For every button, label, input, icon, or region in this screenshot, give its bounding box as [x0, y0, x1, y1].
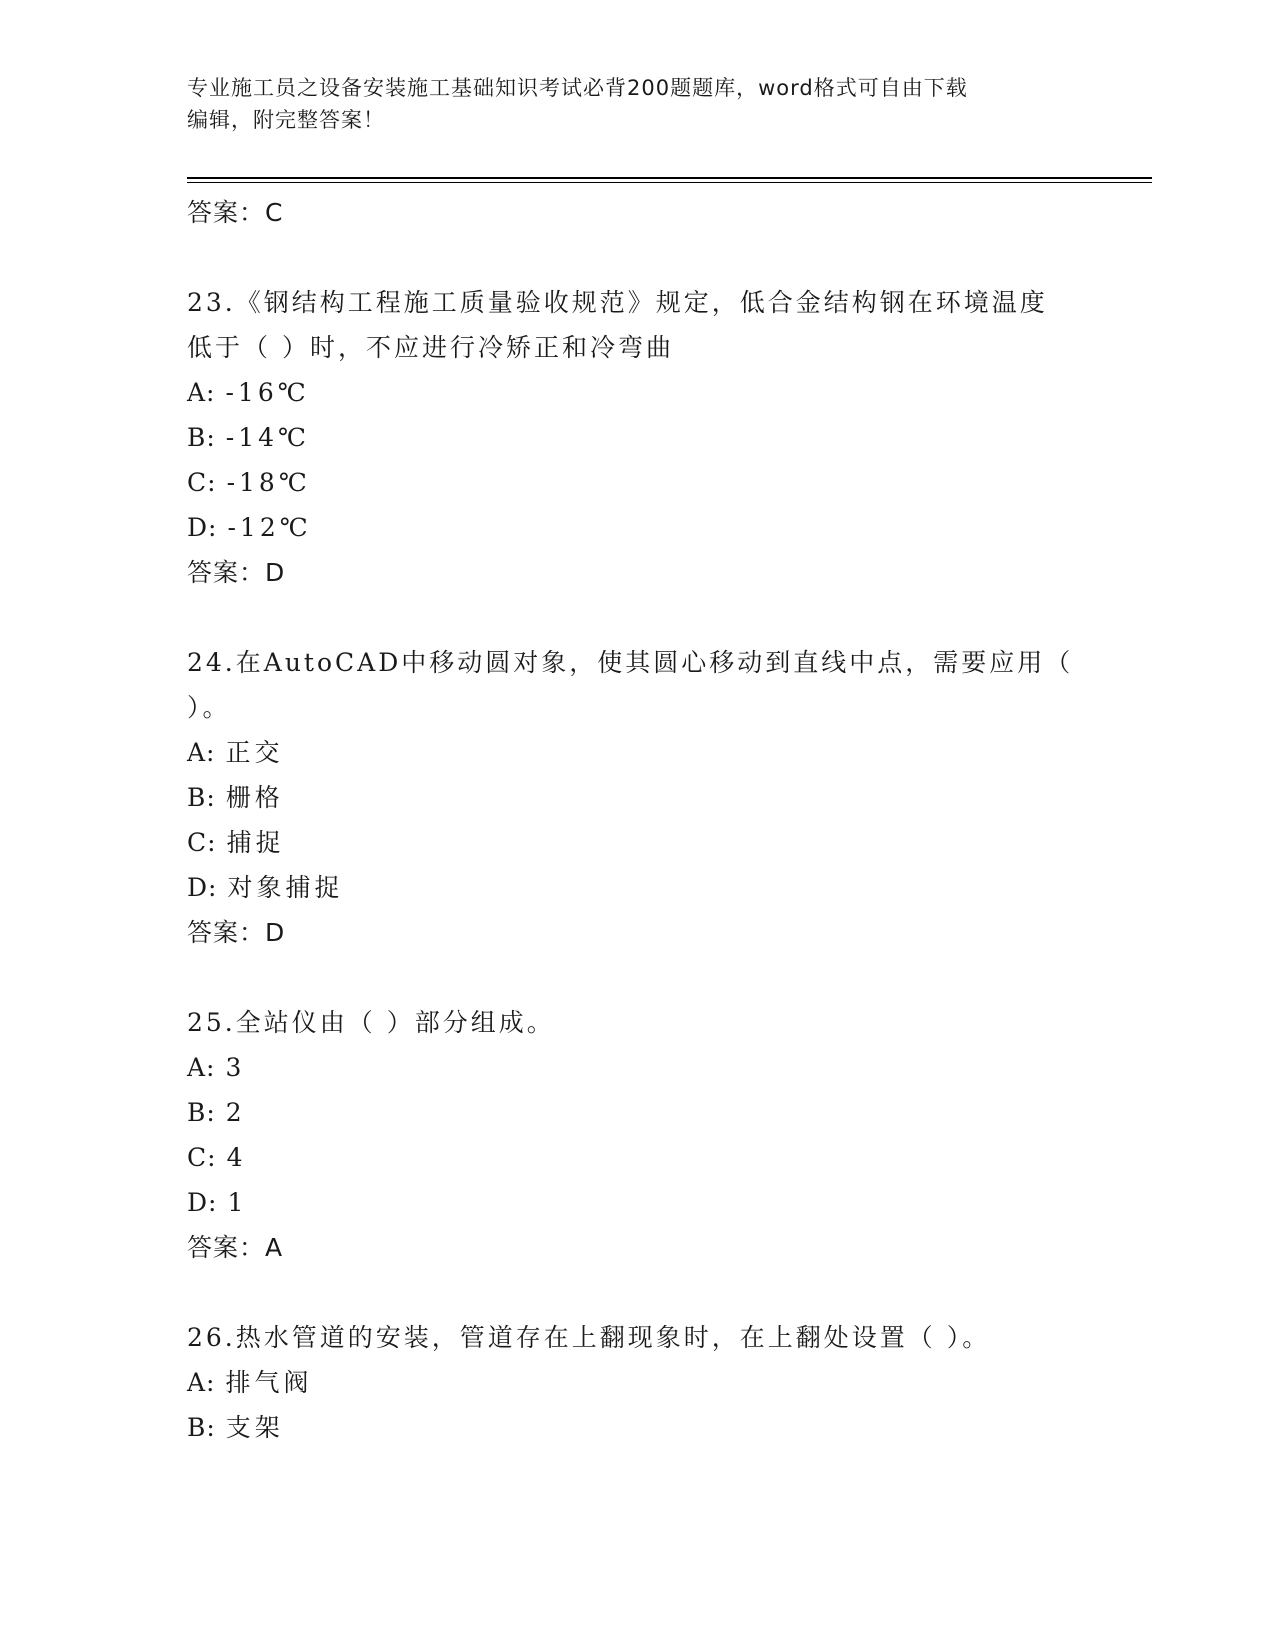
option-b: [187, 1090, 1087, 1135]
question-stem: [187, 1315, 1087, 1360]
question-stem-line: 低于（ ）时，不应进行冷矫正和冷弯曲: [187, 333, 674, 362]
option-a: [187, 1045, 1087, 1090]
option-b: [187, 415, 1087, 460]
option-key: D:: [187, 513, 218, 542]
option-key: C:: [187, 468, 217, 497]
question-item: [187, 1000, 1087, 1271]
option-text: -12℃: [227, 513, 312, 542]
question-stem: [187, 1000, 1087, 1045]
option-text: 正交: [225, 738, 284, 767]
option-key: A:: [187, 378, 216, 407]
option-a: [187, 1360, 1087, 1405]
option-key: D:: [187, 873, 218, 902]
question-stem-line: 26.热水管道的安装，管道存在上翻现象时，在上翻处设置（ ）。: [187, 1323, 991, 1352]
option-c: [187, 820, 1087, 865]
option-text: -16℃: [225, 378, 310, 407]
option-key: A:: [187, 738, 216, 767]
answer-line: 答案：C: [187, 198, 284, 227]
question-stem-line: 25.全站仪由（ ）部分组成。: [187, 1008, 555, 1037]
option-text: 4: [226, 1143, 247, 1172]
option-text: 1: [227, 1188, 248, 1217]
question-stem-line: 24.在AutoCAD中移动圆对象，使其圆心移动到直线中点，需要应用（: [187, 648, 1074, 677]
option-key: B:: [187, 783, 216, 812]
option-d: [187, 505, 1087, 550]
document-header: [187, 72, 1087, 136]
header-divider-thin: [187, 182, 1152, 183]
header-line-1: 专业施工员之设备安装施工基础知识考试必背200题题库，word格式可自由下载: [187, 76, 968, 100]
option-text: -14℃: [225, 423, 311, 452]
option-d: [187, 1180, 1087, 1225]
answer-line: 答案：D: [187, 918, 286, 947]
question-stem: [187, 280, 1087, 370]
option-text: -18℃: [226, 468, 311, 497]
option-text: 栅格: [225, 783, 284, 812]
option-key: A:: [187, 1368, 216, 1397]
header-divider-thick: [187, 177, 1152, 179]
question-item: [187, 280, 1087, 596]
question-list: [187, 190, 1087, 1450]
option-text: 排气阀: [225, 1368, 313, 1397]
option-key: B:: [187, 423, 216, 452]
option-text: 3: [225, 1053, 246, 1082]
option-key: D:: [187, 1188, 218, 1217]
question-item: [187, 640, 1087, 956]
option-c: [187, 1135, 1087, 1180]
option-text: 捕捉: [226, 828, 285, 857]
option-key: C:: [187, 1143, 217, 1172]
option-a: [187, 370, 1087, 415]
option-text: 支架: [225, 1413, 284, 1442]
option-key: B:: [187, 1413, 216, 1442]
option-b: [187, 775, 1087, 820]
question-stem-line: 23.《钢结构工程施工质量验收规范》规定，低合金结构钢在环境温度: [187, 288, 1048, 317]
option-d: [187, 865, 1087, 910]
option-key: C:: [187, 828, 217, 857]
question-stem-line: ）。: [187, 693, 231, 722]
option-text: 2: [225, 1098, 246, 1127]
option-a: [187, 730, 1087, 775]
option-key: A:: [187, 1053, 216, 1082]
question-item: [187, 1315, 1087, 1450]
header-line-2: 编辑，附完整答案！: [187, 108, 385, 132]
question-stem: [187, 640, 1087, 730]
option-text: 对象捕捉: [227, 873, 344, 902]
answer-line: 答案：A: [187, 1233, 284, 1262]
answer-line: 答案：D: [187, 558, 286, 587]
option-key: B:: [187, 1098, 216, 1127]
option-b: [187, 1405, 1087, 1450]
option-c: [187, 460, 1087, 505]
